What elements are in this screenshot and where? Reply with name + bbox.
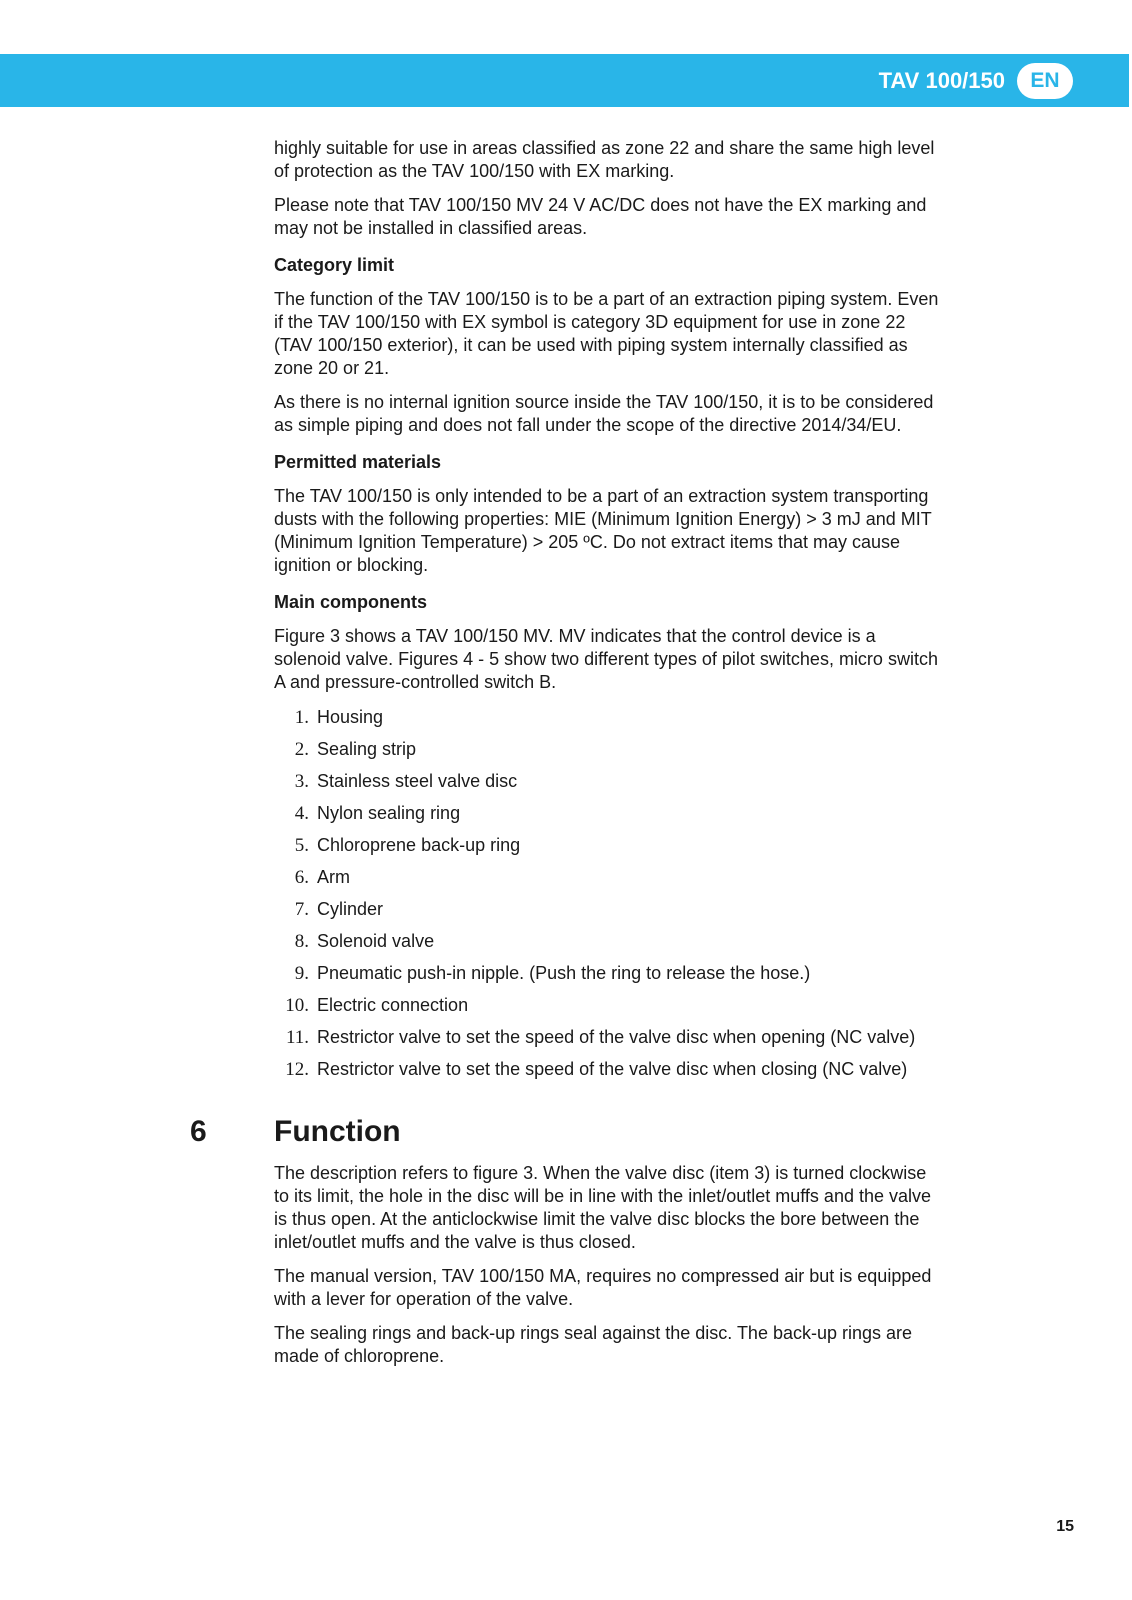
list-item-number: 2. [294, 739, 309, 760]
list-item-number: 12. [285, 1059, 309, 1080]
function-paragraph: The description refers to figure 3. When the valve disc (item 3) is turned clockwise to its limit, the hole in the disc will be in line with the inlet/outlet muffs and the valve is thus open. At the anticlockwise limit the valve disc blocks the bore between the inlet/outlet muffs and the valve is thus closed. [274, 1163, 932, 1252]
list-item [274, 930, 946, 953]
list-item [274, 1026, 946, 1049]
list-item-number: 8. [294, 931, 309, 952]
category-limit-heading: Category limit [274, 255, 395, 275]
intro-paragraph: highly suitable for use in areas classified as zone 22 and share the same high level of protection as the TAV 100/150 with EX marking. [274, 138, 935, 181]
list-item-text: Sealing strip [317, 739, 417, 759]
list-item-text: Pneumatic push-in nipple. (Push the ring to release the hose.) [317, 963, 811, 983]
list-item-number: 9. [294, 963, 309, 984]
list-item-text: Electric connection [317, 995, 469, 1015]
list-item-text: Nylon sealing ring [317, 803, 461, 823]
function-paragraph: The sealing rings and back-up rings seal against the disc. The back-up rings are made of chloroprene. [274, 1323, 913, 1366]
permitted-materials-heading: Permitted materials [274, 452, 442, 472]
category-limit-paragraph: As there is no internal ignition source inside the TAV 100/150, it is to be considered as simple piping and does not fall under the scope of the directive 2014/34/EU. [274, 392, 934, 435]
section-number: 6 [190, 1115, 207, 1148]
main-components-heading: Main components [274, 592, 428, 612]
list-item [274, 866, 946, 889]
list-item [274, 738, 946, 761]
component-list [274, 706, 946, 1081]
list-item-text: Solenoid valve [317, 931, 435, 951]
list-item [274, 706, 946, 729]
list-item-number: 4. [294, 803, 309, 824]
category-limit-paragraph: The function of the TAV 100/150 is to be a part of an extraction piping system. Even if the TAV 100/150 with EX symbol is category 3D equipment for use in zone 22 (TAV 100/150 exterior), it can be used with piping system internally classified as zone 20 or 21. [274, 289, 939, 378]
list-item-text: Arm [317, 867, 350, 887]
list-item-text: Stainless steel valve disc [317, 771, 518, 791]
list-item [274, 962, 946, 985]
list-item-number: 10. [285, 995, 309, 1016]
list-item-number: 1. [294, 707, 309, 728]
page-number: 15 [1056, 1518, 1074, 1535]
permitted-materials-paragraph: The TAV 100/150 is only intended to be a part of an extraction system transporting dusts with the following properties: MIE (Minimum Ignition Energy) > 3 mJ and MIT (Minimum Ignition Temperature) > 205 ºC. Do not extract items that may cause ignition or blocking. [274, 486, 932, 575]
intro-paragraph: Please note that TAV 100/150 MV 24 V AC/DC does not have the EX marking and may not be installed in classified areas. [274, 195, 927, 238]
list-item-text: Chloroprene back-up ring [317, 835, 521, 855]
list-item-text: Restrictor valve to set the speed of the valve disc when opening (NC valve) [317, 1027, 916, 1047]
main-components-paragraph: Figure 3 shows a TAV 100/150 MV. MV indicates that the control device is a solenoid valve. Figures 4 - 5 show two different types of pilot switches, micro switch A and pressure-controlled switch B. [274, 626, 938, 692]
list-item-text: Restrictor valve to set the speed of the valve disc when closing (NC valve) [317, 1059, 908, 1079]
list-item [274, 802, 946, 825]
list-item-number: 11. [285, 1027, 309, 1048]
list-item [274, 1058, 946, 1081]
list-item-text: Cylinder [317, 899, 384, 919]
list-item-text: Housing [317, 707, 384, 727]
function-paragraph: The manual version, TAV 100/150 MA, requires no compressed air but is equipped with a lever for operation of the valve. [274, 1266, 932, 1309]
page-content [190, 137, 946, 1379]
section-title: Function [274, 1115, 401, 1148]
list-item [274, 834, 946, 857]
function-section-heading [190, 1114, 946, 1150]
list-item-number: 3. [294, 771, 309, 792]
list-item-number: 7. [294, 899, 309, 920]
list-item [274, 898, 946, 921]
list-item-number: 6. [294, 867, 309, 888]
list-item [274, 994, 946, 1017]
header-title: TAV 100/150 [878, 68, 1005, 93]
list-item [274, 770, 946, 793]
language-badge: EN [1017, 63, 1073, 99]
list-item-number: 5. [294, 835, 309, 856]
header-bar [0, 54, 1129, 107]
